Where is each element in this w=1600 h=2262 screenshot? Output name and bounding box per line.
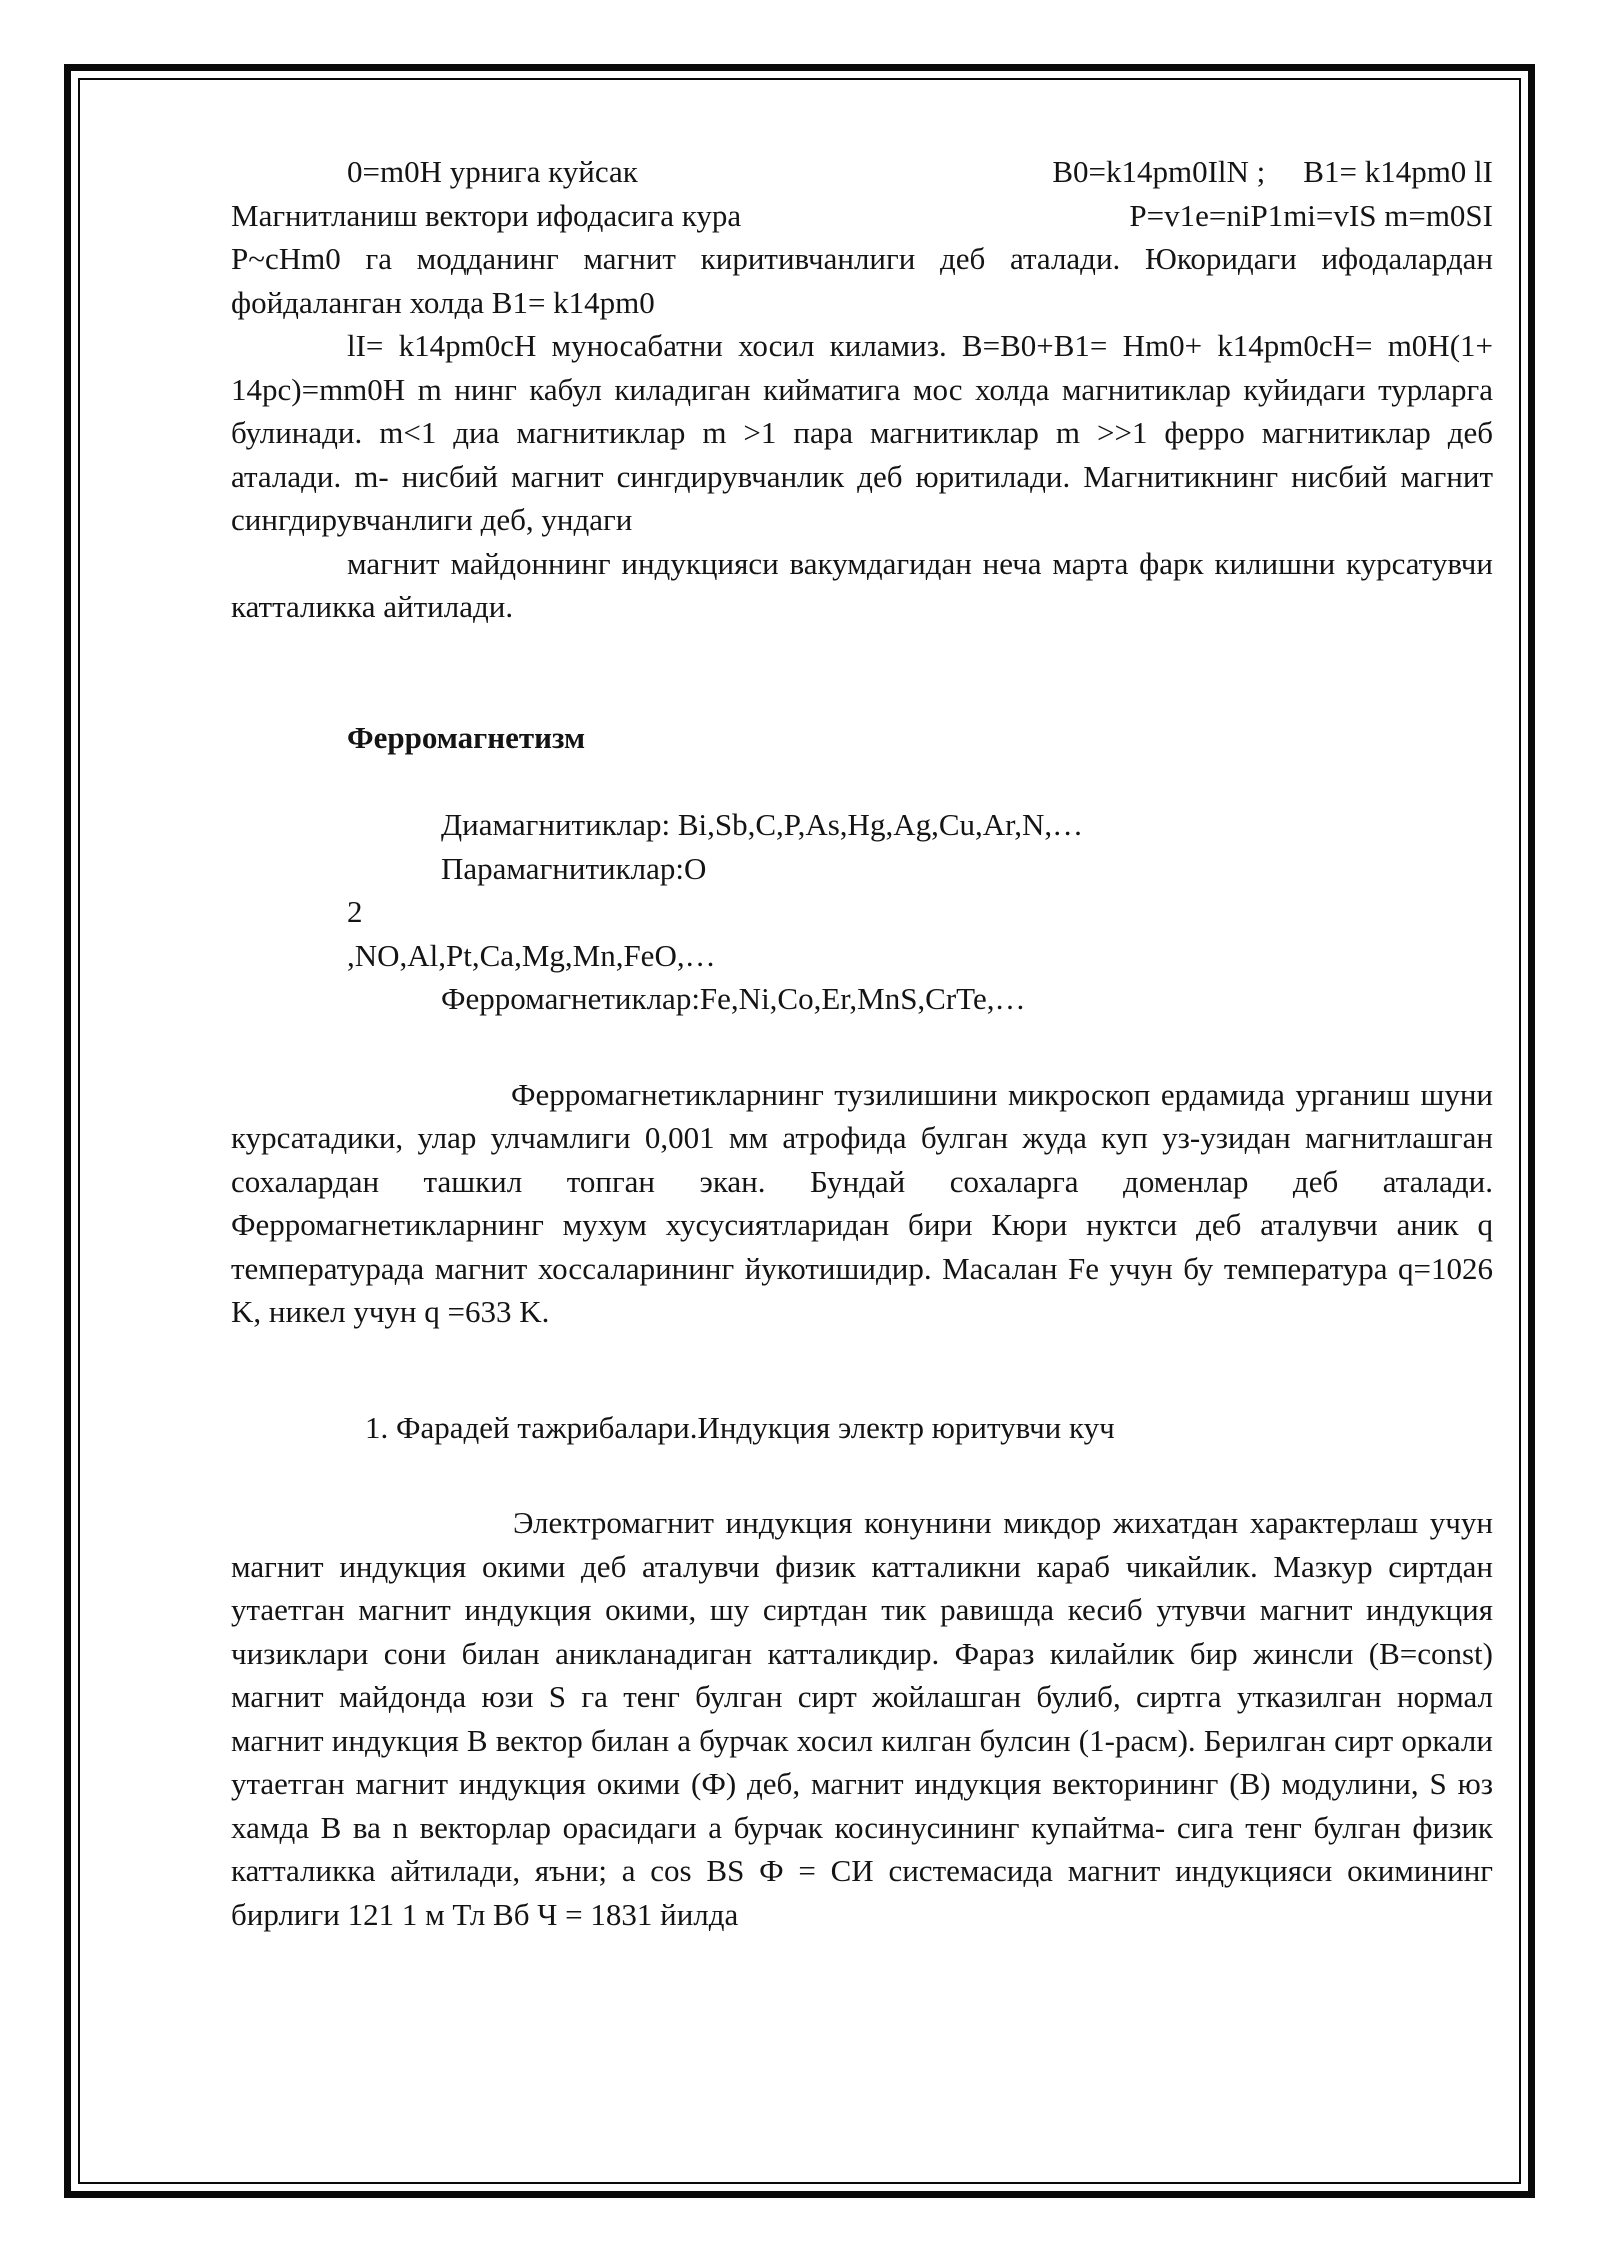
paramagnetic-list: ,NO,Al,Pt,Ca,Mg,Mn,FeO,… [347, 937, 716, 973]
section-heading: Ферромагнетизм [347, 719, 586, 755]
paragraph-permeability: магнит майдоннинг индукцияси вакумдагидан неча марта фарк килишни курсатувчи катталикка айтилади. [231, 545, 1493, 624]
magnetization-text: Магнитланиш вектори ифодасига кура [231, 197, 742, 233]
numbered-heading: 1. Фарадей тажрибалари.Индукция электр юритувчи куч [365, 1409, 1115, 1445]
formula-line-2 [231, 194, 1493, 238]
subscript-digit: 2 [347, 894, 363, 929]
paragraph-relation: lI= k14pm0cH муносабатни хосил киламиз. B=B0+B1= Hm0+ k14pm0cH= m0H(1+ 14pc)=mm0H m нинг кабул киладиган кийматига мос холда магнитиклар куйидаги турларга булинади. m<1 диа магнитиклар m >1 пара магнитиклар m >>1 ферро магнитиклар деб аталади. m- нисбий магнит сингдирувчанлик деб юритилади. Магнитикнинг нисбий магнит сингдирувчанлиги деб, ундаги [231, 328, 1493, 537]
formula-b0: B0=k14pm0IlN ; [1052, 154, 1266, 189]
spacer [1265, 150, 1303, 194]
formula-b1: B1= k14pm0 lI [1303, 154, 1493, 189]
formula-p: P=v1e=niP1mi=vIS m=m0SI [1129, 197, 1493, 233]
spacer [231, 1449, 1493, 1501]
document-body [231, 150, 1493, 1936]
paragraph-flux: Электромагнит индукция конунини микдор жихатдан характерлаш учун магнит индукция окими деб аталувчи физик катталикни караб чикайлик. Мазкур сиртдан утаетган магнит индукция окими, шу сиртдан тик равишда кесиб утувчи магнит индукция чизиклари сони билан аникланадиган катталикдир. Фараз килайлик бир жинсли (B=const) магнит майдонда юзи S га тенг булган сирт жойлашган булиб, сиртга утказилган нормал магнит индукция B вектор билан а бурчак хосил килган булсин (1-расм). Берилган сирт оркали утаетган магнит индукция окими (Ф) деб, магнит индукция векторининг (B) модулини, S юз хамда B ва n векторлар орасидаги а бурчак косинусининг купайтма- сига тенг булган физик катталикка айтилади, яъни; a cos BS Ф = СИ системасида магнит индукцияси окимининг бирлиги 121 1 м Тл Вб Ч = 1831 йилда [231, 1505, 1493, 1932]
spacer [231, 1021, 1493, 1073]
formula-substitution: 0=m0H урнига куйсак [347, 154, 638, 189]
diamagnetic-list: Диамагнитиклар: Bi,Sb,C,P,As,Hg,Ag,Cu,Ar,N,… [441, 807, 1084, 842]
formula-line-1 [231, 150, 1493, 194]
ferromagnetic-list: Ферромагнетиклар:Fe,Ni,Co,Er,MnS,CrTe,… [441, 981, 1026, 1016]
paragraph-domains: Ферромагнетикларнинг тузилишини микроскоп ердамида урганиш шуни курсатадики, улар улчамлиги 0,001 мм атрофида булган жуда куп уз-узидан магнитлашган сохалардан ташкил топган экан. Бундай сохаларга доменлар деб аталади. Ферромагнетикларнинг мухум хусусиятларидан бири Кюри нуктси деб аталувчи аник q температурада магнит хоссаларининг йукотишидир. Масалан Fe учун бу температура q=1026 K, никел учун q =633 K. [231, 1076, 1493, 1329]
paragraph-susceptibility: P~cHm0 га модданинг магнит киритивчанлиги деб аталади. Юкоридаги ифодалардан фойдаланган холда B1= k14pm0 [231, 241, 1493, 320]
spacer [231, 1334, 1493, 1406]
spacer [231, 629, 1493, 716]
spacer [231, 759, 1493, 803]
paramagnetic-label: Парамагнитиклар:O [441, 850, 707, 886]
